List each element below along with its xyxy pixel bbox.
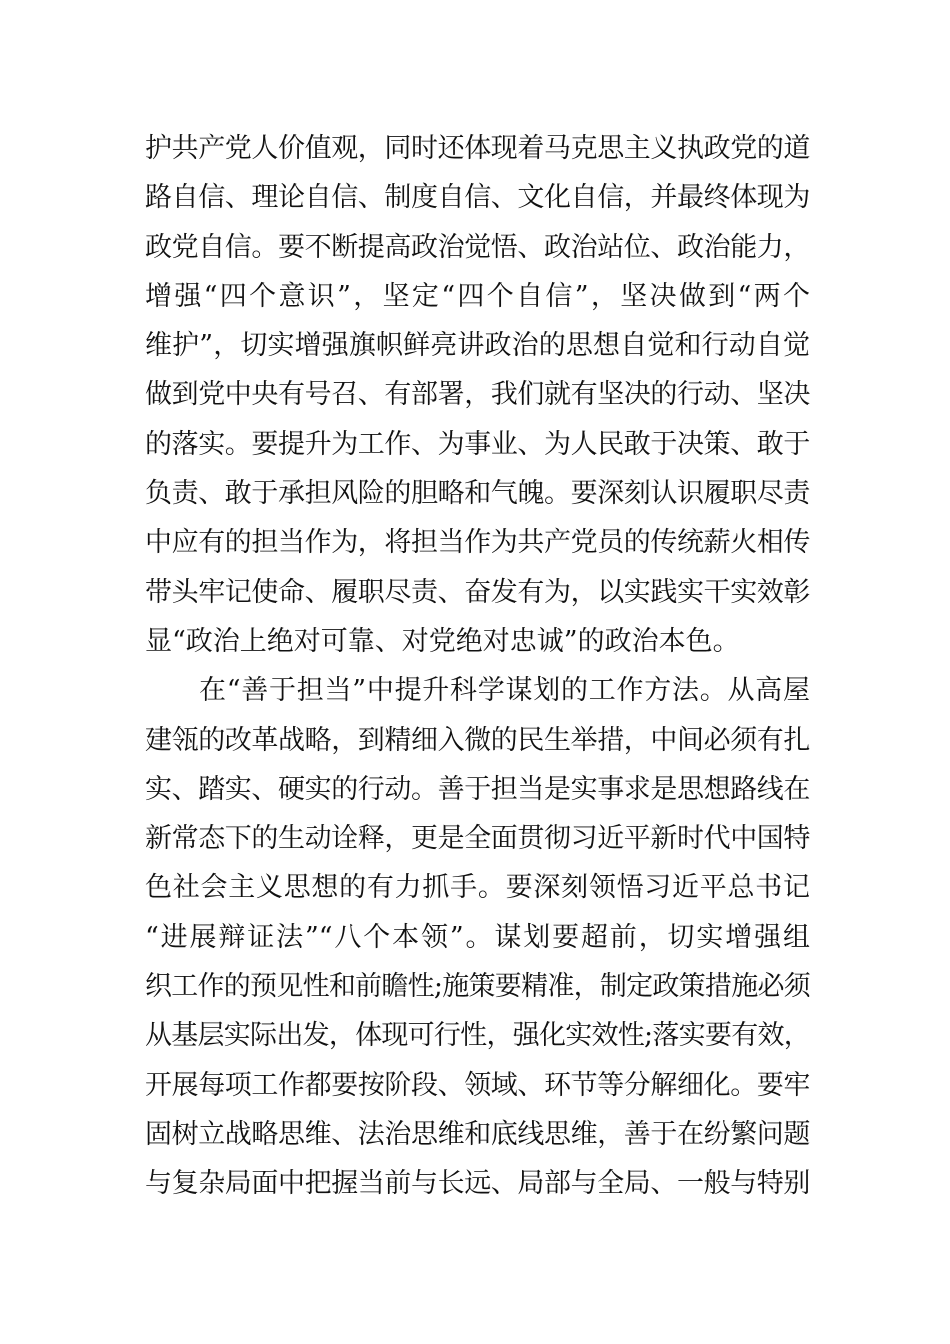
text-line: 的落实。要提升为工作、为事业、为人民敢于决策、敢于: [145, 428, 810, 460]
text-line: 维护”，切实增强旗帜鲜亮讲政治的思想自觉和行动自觉: [145, 330, 810, 362]
text-line: 护共产党人价值观，同时还体现着马克思主义执政党的道: [145, 133, 810, 164]
text-line: 负责、敢于承担风险的胆略和气魄。要深刻认识履职尽责: [145, 478, 810, 510]
text-line: 固树立战略思维、法治思维和底线思维，善于在纷繁问题: [145, 1118, 810, 1150]
text-line: 新常态下的生动诠释，更是全面贯彻习近平新时代中国特: [145, 823, 810, 855]
text-line: 增强“四个意识”，坚定“四个自信”，坚决做到“两个: [145, 280, 810, 312]
text-line: 色社会主义思想的有力抓手。要深刻领悟习近平总书记: [145, 872, 810, 904]
text-line: 在“善于担当”中提升科学谋划的工作方法。从高屋: [199, 675, 810, 707]
text-line: 开展每项工作都要按阶段、领域、环节等分解细化。要牢: [145, 1069, 810, 1101]
text-line: 从基层实际出发，体现可行性，强化实效性;落实要有效，: [145, 1020, 810, 1052]
text-line: 政党自信。要不断提高政治觉悟、政治站位、政治能力，: [145, 231, 810, 263]
text-line: 实、踏实、硬实的行动。善于担当是实事求是思想路线在: [145, 773, 810, 805]
paragraph-2: [145, 666, 810, 1208]
text-line: 路自信、理论自信、制度自信、文化自信，并最终体现为: [145, 182, 810, 214]
text-line: “进展辩证法”“八个本领”。谋划要超前，切实增强组: [145, 921, 810, 953]
text-line: 与复杂局面中把握当前与长远、局部与全局、一般与特别: [145, 1168, 810, 1200]
text-line: 显“政治上绝对可靠、对党绝对忠诚”的政治本色。: [145, 625, 740, 657]
text-line: 带头牢记使命、履职尽责、奋发有为，以实践实干实效彰: [145, 576, 810, 608]
text-line: 做到党中央有号召、有部署，我们就有坚决的行动、坚决: [145, 379, 810, 411]
document-body: [145, 124, 810, 1209]
text-line: 建瓴的改革战略，到精细入微的民生举措，中间必须有扎: [145, 724, 810, 756]
text-line: 中应有的担当作为，将担当作为共产党员的传统薪火相传: [145, 527, 810, 559]
paragraph-1: [145, 124, 810, 666]
text-line: 织工作的预见性和前瞻性;施策要精准，制定政策措施必须: [145, 971, 810, 1003]
